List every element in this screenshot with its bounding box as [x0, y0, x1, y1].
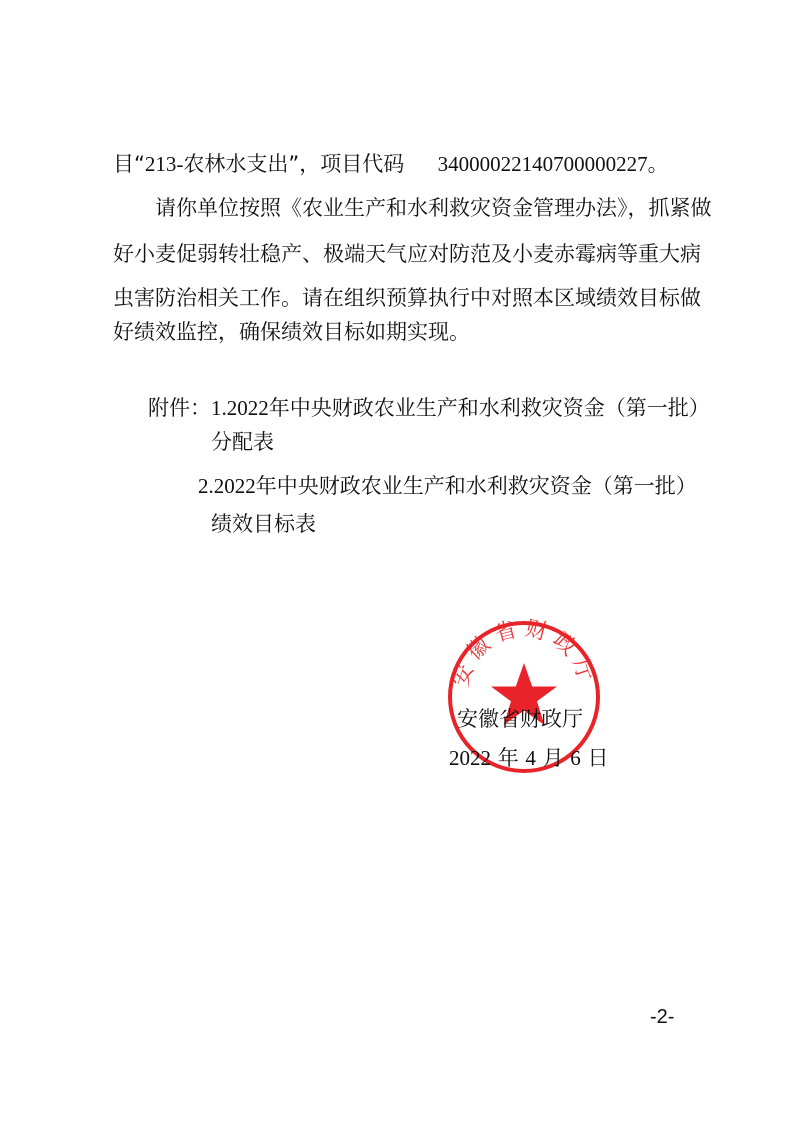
issue-date — [449, 744, 608, 772]
attachment-number: 2.2022 — [198, 474, 256, 498]
attachment-item-2 — [198, 472, 697, 500]
issuing-organization: 安徽省财政厅 — [457, 707, 583, 731]
text-fragment: 。 — [647, 152, 669, 176]
text-fragment: 目“ — [113, 152, 145, 176]
attachment-title: 年中央财政农业生产和水利救灾资金（第一批） — [268, 396, 710, 420]
date-month: 4 — [525, 746, 536, 770]
date-year: 2022 — [449, 746, 491, 770]
attachment-item-1-continued: 分配表 — [211, 430, 274, 454]
attachment-label: 附件： — [148, 396, 211, 420]
date-text: 日 — [587, 746, 609, 770]
page-number: -2- — [650, 1006, 675, 1028]
date-day: 6 — [570, 746, 581, 770]
attachment-number: 1.2022 — [211, 396, 269, 420]
body-paragraph-2-line-3: 虫害防治相关工作。请在组织预算执行中对照本区域绩效目标做 — [113, 286, 701, 310]
text-fragment: 农林水支出”，项目代码 — [183, 152, 405, 176]
date-text: 月 — [542, 746, 564, 770]
body-paragraph-2-line-2: 好小麦促弱转壮稳产、极端天气应对防范及小麦赤霉病等重大病 — [113, 242, 701, 266]
attachment-title: 年中央财政农业生产和水利救灾资金（第一批） — [255, 474, 697, 498]
body-paragraph-2-line-4: 好绩效监控，确保绩效目标如期实现。 — [113, 320, 470, 344]
seal-arc-text: 安徽省财政厅 — [448, 617, 600, 690]
date-text: 年 — [497, 746, 519, 770]
project-code: 34000022140700000227 — [437, 152, 648, 176]
attachment-item-1 — [148, 394, 710, 422]
body-paragraph-2-line-1: 请你单位按照《农业生产和水利救灾资金管理办法》，抓紧做 — [155, 196, 712, 220]
body-line-1 — [113, 150, 669, 178]
subject-code: 213- — [144, 152, 184, 176]
attachment-item-2-continued: 绩效目标表 — [211, 512, 316, 536]
